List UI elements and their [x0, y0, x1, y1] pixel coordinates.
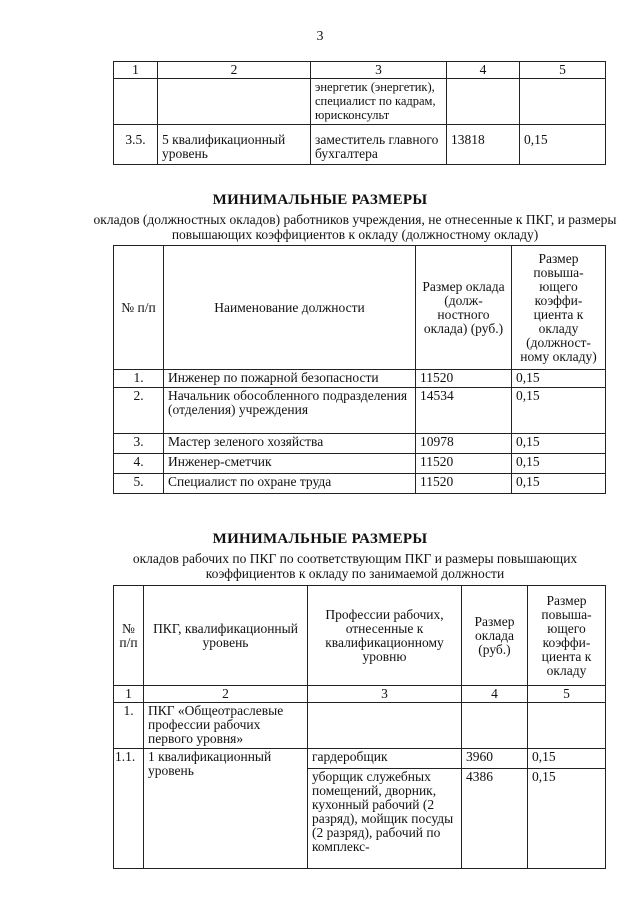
col-number: 2 — [144, 686, 308, 703]
row-coef: 0,15 — [512, 388, 606, 434]
col-header: № п/п — [114, 246, 164, 370]
row-coef — [520, 79, 606, 125]
row-coef: 0,15 — [528, 749, 606, 769]
col-header: Размер оклада (долж-ностного оклада) (руб.) — [416, 246, 512, 370]
table-workers — [113, 585, 606, 869]
row-salary: 11520 — [416, 370, 512, 388]
col-header: Наименование должности — [164, 246, 416, 370]
table-row — [114, 703, 606, 749]
table-header-row — [114, 586, 606, 686]
section-title: МИНИМАЛЬНЫЕ РАЗМЕРЫ — [212, 192, 428, 208]
row-coef: 0,15 — [512, 434, 606, 454]
row-group — [158, 79, 311, 125]
row-profession: гардеробщик — [308, 749, 462, 769]
row-salary: 14534 — [416, 388, 512, 434]
row-num: 3.5. — [114, 125, 158, 165]
row-num — [114, 79, 158, 125]
col-header: 1 — [114, 62, 158, 79]
row-salary: 10978 — [416, 434, 512, 454]
table-number-row — [114, 686, 606, 703]
col-header: 5 — [520, 62, 606, 79]
col-header: ПКГ, квалификационный уровень — [144, 586, 308, 686]
row-num: 1.1. — [114, 749, 144, 869]
col-header: Профессии рабочих, отнесенные к квалификационному уровню — [308, 586, 462, 686]
row-name: Мастер зеленого хозяйства — [164, 434, 416, 454]
row-salary: 13818 — [447, 125, 520, 165]
row-salary: 3960 — [462, 749, 528, 769]
row-num: 1. — [114, 703, 144, 749]
row-name: Специалист по охране труда — [164, 474, 416, 494]
row-coef: 0,15 — [512, 370, 606, 388]
col-number: 5 — [528, 686, 606, 703]
table-row — [114, 434, 606, 454]
col-number: 3 — [308, 686, 462, 703]
table-continuation — [113, 61, 606, 165]
table-row — [114, 474, 606, 494]
row-level: 1 квалификационный уровень — [144, 749, 308, 869]
row-salary — [447, 79, 520, 125]
row-num: 3. — [114, 434, 164, 454]
col-number: 1 — [114, 686, 144, 703]
table-row — [114, 370, 606, 388]
row-salary: 11520 — [416, 454, 512, 474]
row-group: 5 квалификационный уровень — [158, 125, 311, 165]
col-header: 2 — [158, 62, 311, 79]
row-name: Инженер-сметчик — [164, 454, 416, 474]
col-header: Размер оклада (руб.) — [462, 586, 528, 686]
empty-cell — [528, 703, 606, 749]
page-number: 3 — [316, 29, 324, 44]
col-header: 4 — [447, 62, 520, 79]
row-num: 1. — [114, 370, 164, 388]
row-group: ПКГ «Общеотраслевые профессии рабочих первого уровня» — [144, 703, 308, 749]
row-salary: 4386 — [462, 769, 528, 869]
section-title: МИНИМАЛЬНЫЕ РАЗМЕРЫ — [212, 531, 428, 547]
col-header: 3 — [311, 62, 447, 79]
row-coef: 0,15 — [528, 769, 606, 869]
row-position: энергетик (энергетик), специалист по кадрам, юрисконсульт — [311, 79, 447, 125]
row-num: 4. — [114, 454, 164, 474]
col-number: 4 — [462, 686, 528, 703]
table-row — [114, 388, 606, 434]
table-row — [114, 749, 606, 769]
empty-cell — [462, 703, 528, 749]
row-name: Инженер по пожарной безопасности — [164, 370, 416, 388]
section-subtitle: окладов (должностных окладов) работников учреждения, не отнесенные к ПКГ, и размеры повышающих коэффициентов к окладу (должностному окладу) — [93, 212, 617, 242]
row-num: 5. — [114, 474, 164, 494]
table-row — [114, 454, 606, 474]
table-row — [114, 125, 606, 165]
col-header: Размер повыша-ющего коэффи-циента к окладу — [528, 586, 606, 686]
col-header: № п/п — [114, 586, 144, 686]
col-header: Размер повыша-ющего коэффи-циента к окладу (должност-ному окладу) — [512, 246, 606, 370]
row-profession: уборщик служебных помещений, дворник, кухонный рабочий (2 разряд), мойщик посуды (2 разряд), рабочий по комплекс- — [308, 769, 462, 869]
section-subtitle: окладов рабочих по ПКГ по соответствующим ПКГ и размеры повышающих коэффициентов к окладу по занимаемой должности — [132, 551, 578, 581]
row-coef: 0,15 — [520, 125, 606, 165]
table-header-row — [114, 62, 606, 79]
empty-cell — [308, 703, 462, 749]
row-num: 2. — [114, 388, 164, 434]
row-coef: 0,15 — [512, 474, 606, 494]
table-positions — [113, 245, 606, 494]
row-position: заместитель главного бухгалтера — [311, 125, 447, 165]
row-name: Начальник обособленного подразделения (отделения) учреждения — [164, 388, 416, 434]
table-row — [114, 79, 606, 125]
row-salary: 11520 — [416, 474, 512, 494]
row-coef: 0,15 — [512, 454, 606, 474]
table-header-row — [114, 246, 606, 370]
